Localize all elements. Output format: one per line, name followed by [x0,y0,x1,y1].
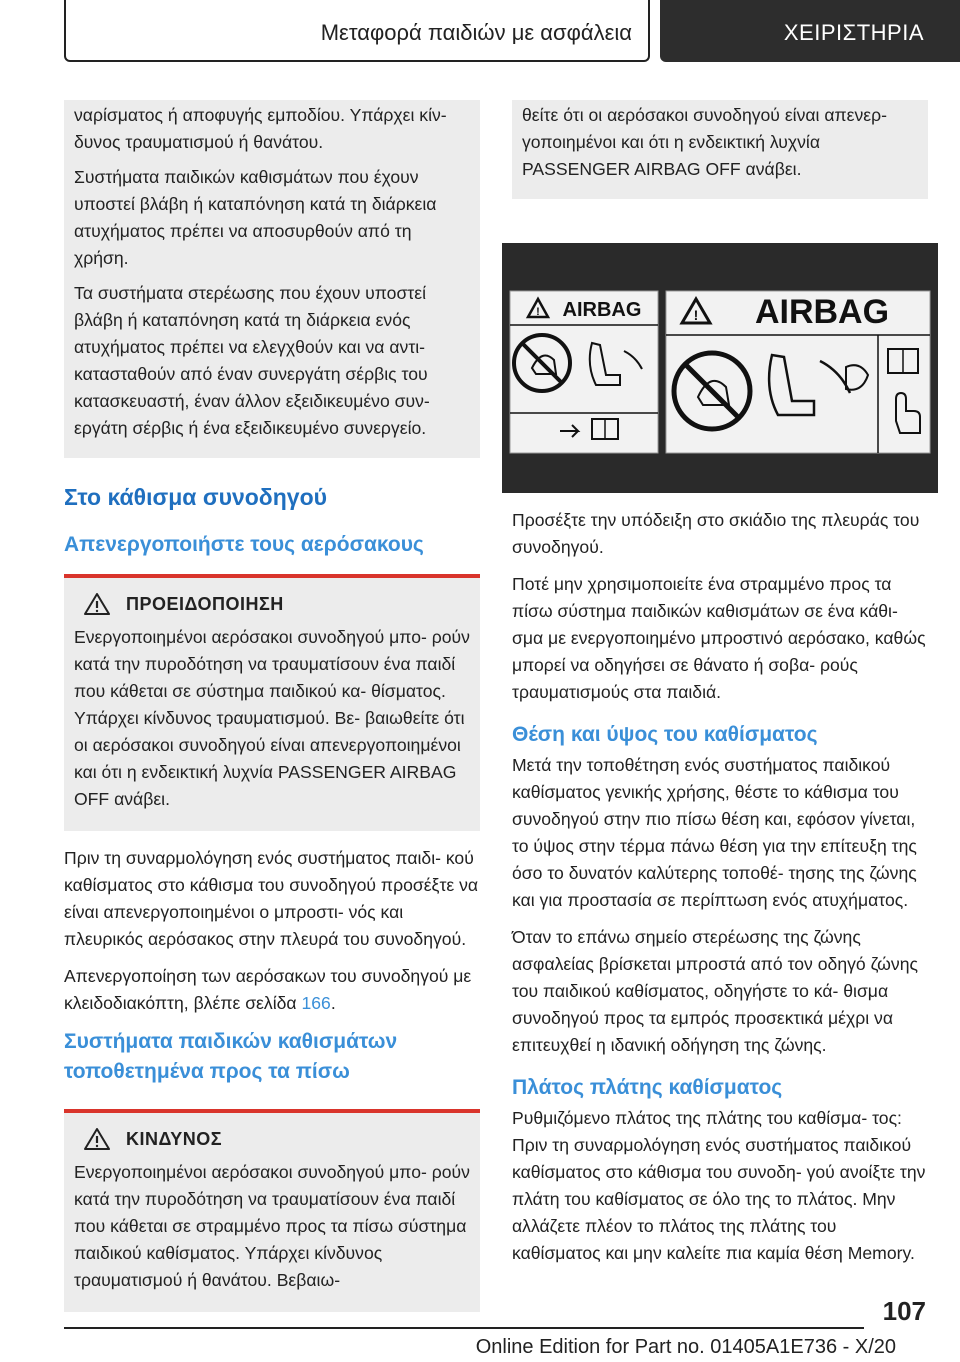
danger-title: ΚΙΝΔΥΝΟΣ [126,1128,223,1149]
continued-danger-box [512,100,928,199]
svg-text:!: ! [693,307,699,323]
heading-seat-position: Θέση και ύψος του καθίσματος [512,723,818,746]
paragraph: Μετά την τοποθέτηση ενός συστήματος παιδικού καθίσματος γενικής χρήσης, θέστε το κάθισμα του συνοδηγού στην πιο πίσω θέση και, εφόσον γίνεται, το ύψος στην τέρμα πάνω θέση για την επίτευξη της όσο το δυνατόν καλύτερης τοποθέ- τησης της ζώνης και για προστασία σε περίπτωση ενός ατυχήματος. [512,755,917,910]
paragraph: θείτε ότι οι αερόσακοι συνοδηγού είναι απενερ- γοποιημένοι και ότι η ενδεικτική λυχνία PASSENGER AIRBAG OFF ανάβει. [522,105,887,179]
page-reference-link[interactable]: 166 [301,993,331,1013]
warning-text: Ενεργοποιημένοι αερόσακοι συνοδηγού μπο- ρούν κατά την πυροδότηση να τραυματίσουν ένα παιδί που κάθεται σε σύστημα παιδικού κα- θίσματος. Υπάρχει κίνδυνος τραυματισμού. Βε- βαιωθείτε ότι οι αερόσακοι συνοδηγού είναι απενεργοποιημένοι και ότι η ενδεικτική λυχνία PASSENGER AIRBAG OFF ανάβει. [74,627,470,809]
paragraph: ναρίσματος ή αποφυγής εμποδίου. Υπάρχει κίν- δυνος τραυματισμού ή θανάτου. [74,105,447,152]
airbag-label-small: AIRBAG [562,299,642,321]
danger-text: Ενεργοποιημένοι αερόσακοι συνοδηγού μπο- ρούν κατά την πυροδότηση να τραυματίσουν ένα παιδί που κάθεται σε στραμμένο προς τα πίσω σύστημα παιδικού καθίσματος. Υπάρχει κίνδυνος τραυματισμού ή θανάτου. Βεβαιω- [74,1162,470,1290]
footer-edition: Online Edition for Part no. 01405A1E736 - X/20 [475,1336,896,1358]
paragraph: Ποτέ μην χρησιμοποιείτε ένα στραμμένο προς τα πίσω σύστημα παιδικών καθισμάτων σε ένα κάθι- σμα με ενεργοποιημένο μπροστινό αερόσακο, καθώς μπορεί να οδηγήσει σε θάνατο ή σοβα- ρούς τραυματισμούς στα παιδιά. [512,574,926,702]
svg-text:!: ! [536,306,540,318]
warning-box [64,574,480,831]
warning-triangle-icon [84,1127,110,1151]
paragraph [64,963,480,1017]
paragraph: Όταν το επάνω σημείο στερέωσης της ζώνης ασφαλείας βρίσκεται μπροστά από τον οδηγό ζώνης του παιδικού καθίσματος, οδηγήστε το κά- θισμα συνοδηγού προς τα εμπρός προσεκτικά μέχρι να επιτευχθεί η ιδανική οδήγηση της ζώνης. [512,927,918,1055]
heading-front-seat: Στο κάθισμα συνοδηγού [64,484,328,510]
warning-header [74,592,470,616]
warning-triangle-icon [84,592,110,616]
paragraph: Τα συστήματα στερέωσης που έχουν υποστεί βλάβη ή καταπόνηση κατά τη διάρκεια ενός ατυχήματος πρέπει να ελεγχθούν και να αντι- κατασταθούν από έναν συνεργάτη σέρβις του κατασκευαστή, έναν άλλον εξειδικευμένο συν- εργάτη σέρβις ή ένα εξειδικευμένο συνεργείο. [74,283,430,438]
deactivation-text: Απενεργοποίηση των αερόσακων του συνοδηγού με κλειδοδιακόπτη, βλέπε σελίδα [64,966,472,1013]
paragraph: Ρυθμιζόμενο πλάτος της πλάτης του καθίσμα- τος: Πριν τη συναρμολόγηση ενός συστήματος παιδικού καθίσματος στο κάθισμα του συνοδη- γού ανοίξτε την πλάτη του καθίσματος σε όλο της το πλάτος. Μην αλλάζετε πλέον το πλάτος της πλάτης του καθίσματος και μην καλείτε πια καμία θέση Memory. [512,1108,926,1263]
continued-warning-box [64,100,480,458]
danger-box [64,1109,480,1312]
heading-rear-facing: Συστήματα παιδικών καθισμάτων τοποθετημένα προς τα πίσω [64,1030,398,1083]
footer-divider [64,1327,864,1329]
danger-header [74,1127,470,1151]
airbag-label-illustration [502,243,938,493]
airbag-label-large: AIRBAG [754,293,890,331]
chapter-tab [660,0,960,62]
heading-deactivate-airbags: Απενεργοποιήστε τους αερόσακους [64,533,424,556]
warning-title: ΠΡΟΕΙΔΟΠΟΙΗΣΗ [126,593,284,614]
chapter-title: ΧΕΙΡΙΣΤΗΡΙΑ [783,20,924,45]
page-header [64,0,960,62]
right-column [512,100,928,1277]
heading-backrest-width: Πλάτος πλάτης καθίσματος [512,1076,783,1099]
airbag-warning-label-image [502,243,938,493]
sentence-end: . [330,993,336,1013]
section-title: Μεταφορά παιδιών με ασφάλεια [320,20,632,45]
page-number: 107 [882,1296,926,1326]
section-tab [64,0,650,62]
left-column [64,100,480,1312]
paragraph: Προσέξτε την υπόδειξη στο σκιάδιο της πλευράς του συνοδηγού. [512,510,920,557]
paragraph: Συστήματα παιδικών καθισμάτων που έχουν υποστεί βλάβη ή καταπόνηση κατά τη διάρκεια ατυχήματος πρέπει να αποσυρθούν από τη χρήση. [74,167,437,268]
paragraph: Πριν τη συναρμολόγηση ενός συστήματος παιδι- κού καθίσματος στο κάθισμα του συνοδηγού προσέξτε να είναι απενεργοποιημένοι ο μπροστι- νός και πλευρικός αερόσακος στην πλευρά του συνοδηγού. [64,848,479,949]
